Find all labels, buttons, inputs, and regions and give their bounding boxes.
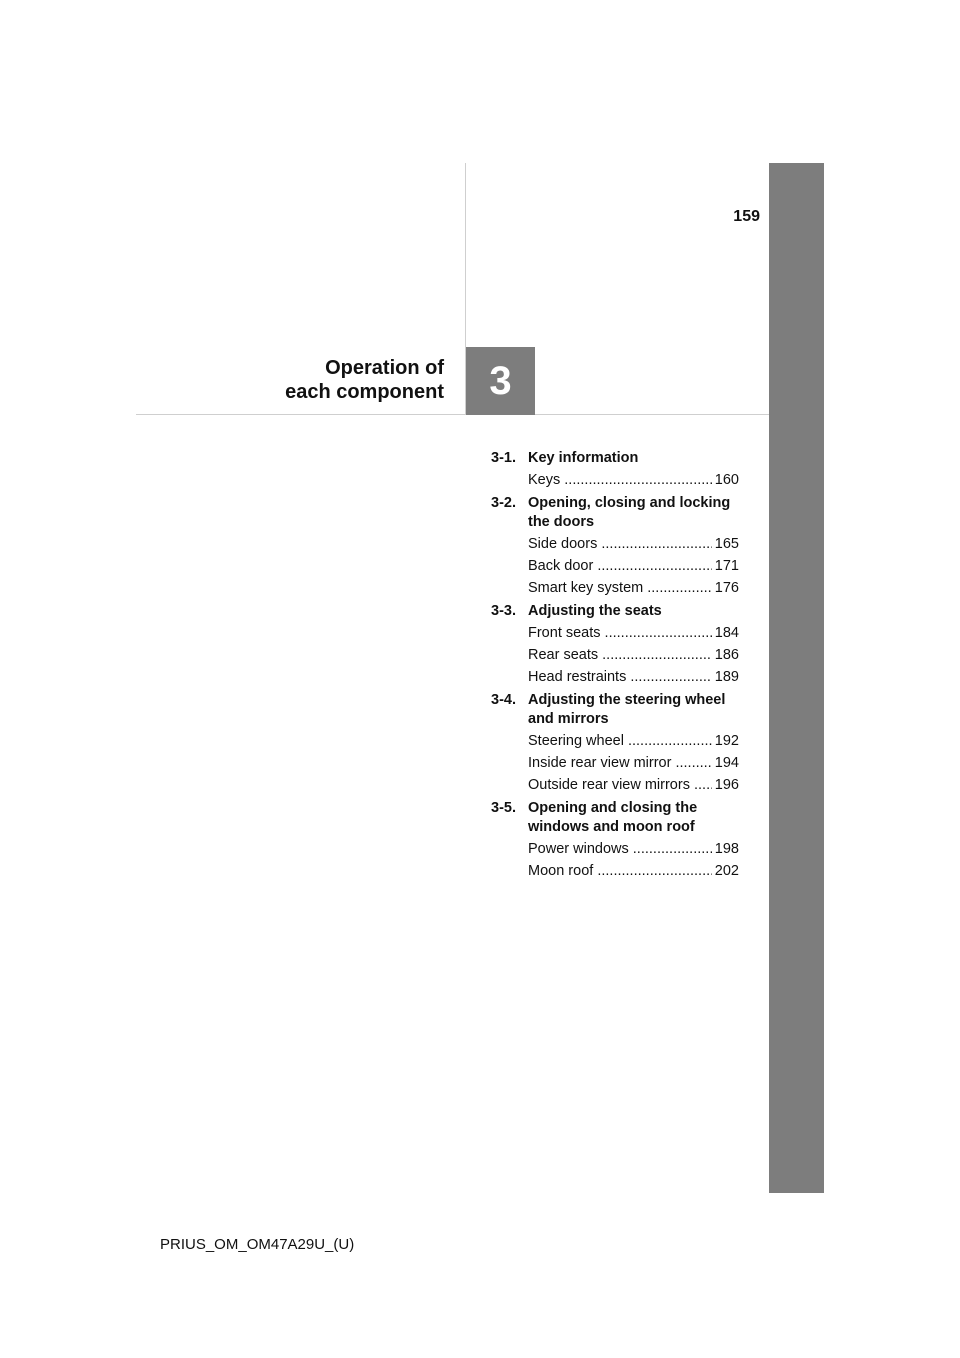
toc-entry-title: Steering wheel .....	[528, 732, 712, 751]
toc-entry[interactable]	[528, 471, 739, 490]
toc-entry-title: Back door .....	[528, 557, 712, 576]
document-code: PRIUS_OM_OM47A29U_(U)	[160, 1236, 355, 1253]
toc-entry-title: Moon roof .....	[528, 862, 712, 881]
toc-entry-page: 165	[714, 536, 739, 552]
toc-entry-page: 176	[714, 580, 739, 596]
toc-section-number: 3-5.	[491, 800, 516, 816]
chapter-title-line2: each component	[285, 381, 444, 403]
toc-entry-page: 171	[714, 558, 739, 574]
toc-entry-page: 198	[714, 841, 739, 857]
toc-entry[interactable]	[528, 557, 739, 576]
toc-section-heading[interactable]	[491, 799, 739, 837]
chapter-number-badge: 3	[466, 347, 535, 415]
toc-section	[491, 494, 739, 598]
toc-section-number: 3-3.	[491, 603, 516, 619]
toc-entry[interactable]	[528, 776, 739, 795]
toc-entry-title: Head restraints .....	[528, 668, 712, 687]
toc-entry-page: 202	[714, 863, 739, 879]
toc-section-title: Adjusting the seats	[528, 603, 662, 619]
chapter-side-tab	[769, 163, 824, 1193]
toc-entry-page: 192	[714, 733, 739, 749]
toc-entry[interactable]	[528, 535, 739, 554]
toc-section-title: Key information	[528, 450, 639, 466]
table-of-contents	[491, 449, 739, 885]
toc-section	[491, 799, 739, 881]
toc-section-heading[interactable]	[491, 602, 739, 621]
toc-entry[interactable]	[528, 579, 739, 598]
toc-entry-title: Keys .....	[528, 471, 712, 490]
toc-section-title: Adjusting the steering wheel and mirrors	[528, 692, 726, 727]
toc-entry-page: 186	[714, 647, 739, 663]
toc-entry-title: Front seats .....	[528, 624, 712, 643]
toc-section-title: Opening, closing and locking the doors	[528, 495, 731, 530]
toc-entry[interactable]	[528, 646, 739, 665]
toc-section	[491, 449, 739, 490]
toc-section-number: 3-2.	[491, 495, 516, 511]
toc-section-heading[interactable]	[491, 691, 739, 729]
toc-entry[interactable]	[528, 862, 739, 881]
toc-entry-title: Smart key system .....	[528, 579, 712, 598]
toc-section	[491, 691, 739, 795]
page-number: 159	[733, 208, 760, 225]
toc-entry[interactable]	[528, 840, 739, 859]
toc-entry-title: Rear seats .....	[528, 646, 712, 665]
toc-entry-page: 194	[714, 755, 739, 771]
toc-entry-title: Side doors .....	[528, 535, 712, 554]
toc-entry[interactable]	[528, 624, 739, 643]
toc-section-title: Opening and closing the windows and moon roof	[528, 800, 698, 835]
chapter-title-line1: Operation of	[325, 357, 444, 379]
toc-section-heading[interactable]	[491, 494, 739, 532]
toc-entry[interactable]	[528, 732, 739, 751]
toc-entry[interactable]	[528, 668, 739, 687]
toc-section	[491, 602, 739, 687]
toc-entry-page: 160	[714, 472, 739, 488]
toc-section-number: 3-1.	[491, 450, 516, 466]
toc-entry[interactable]	[528, 754, 739, 773]
toc-entry-title: Inside rear view mirror .....	[528, 754, 712, 773]
toc-entry-page: 189	[714, 669, 739, 685]
toc-section-heading[interactable]	[491, 449, 739, 468]
toc-entry-title: Outside rear view mirrors .....	[528, 776, 712, 795]
chapter-title	[285, 356, 444, 404]
toc-entry-page: 184	[714, 625, 739, 641]
toc-entry-title: Power windows .....	[528, 840, 712, 859]
toc-entry-page: 196	[714, 777, 739, 793]
toc-section-number: 3-4.	[491, 692, 516, 708]
